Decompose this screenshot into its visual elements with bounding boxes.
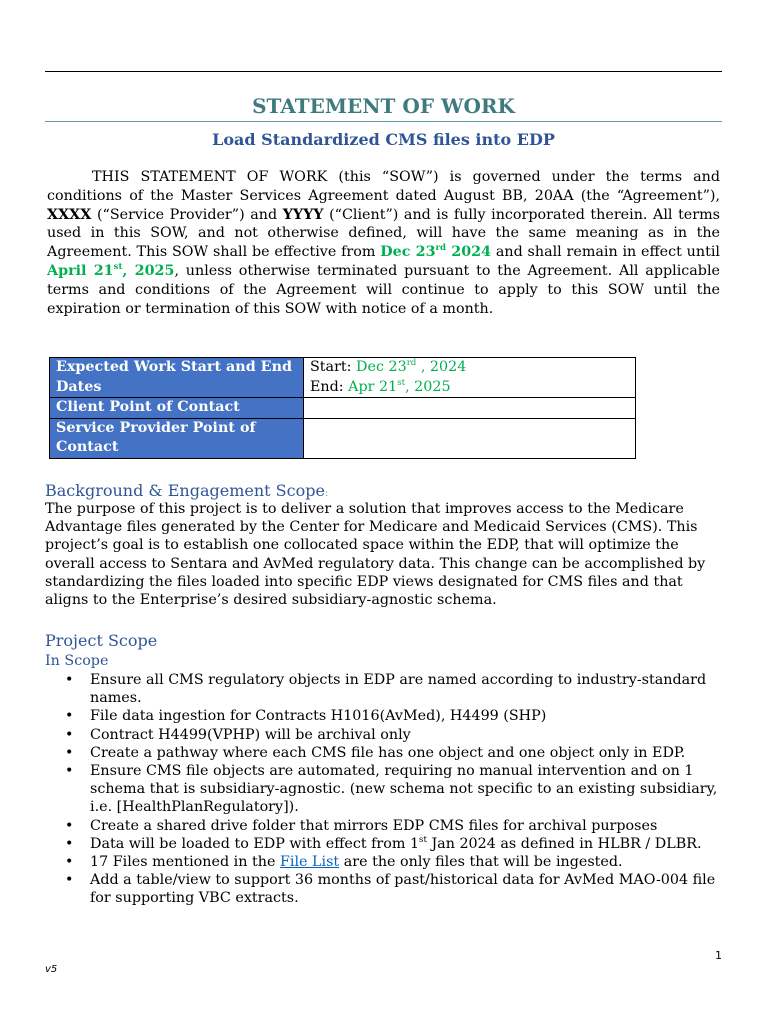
background-paragraph: The purpose of this project is to deliver a solution that improves access to the Medicare Advantage files generated by the Center for Medicare and Medicaid Services (CMS). This project’s goal is to establish one collocated space within the EDP, that will optimize the overall access to Sentara and AvMed regulatory data. This change can be accomplished by standardizing the files loaded into specific EDP views designated for CMS files and that aligns to the Enterprise’s desired subsidiary-agnostic schema.: [45, 501, 706, 609]
table-row: [50, 398, 636, 419]
in-scope-list: [45, 671, 725, 908]
list-item: • Data will be loaded to EDP with effect from 1st Jan 2024 as defined in HLBR / DLBR.: [65, 835, 702, 852]
document-subtitle: Load Standardized CMS files into EDP: [212, 130, 555, 149]
top-rule: [45, 71, 722, 72]
provider-contact-label: Service Provider Point of Contact: [50, 418, 304, 458]
page-number: 1: [715, 949, 722, 962]
background-heading: Background & Engagement Scope:: [45, 481, 329, 500]
client-contact-label: Client Point of Contact: [50, 398, 304, 419]
work-dates-value: Start: Dec 23rd , 2024 End: Apr 21st, 2025: [304, 358, 636, 398]
list-item: • Create a pathway where each CMS file has one object and one object only in EDP.: [65, 744, 686, 761]
list-item: • Create a shared drive folder that mirrors EDP CMS files for archival purposes: [65, 817, 658, 834]
client-contact-value: [304, 398, 636, 419]
document-title: STATEMENT OF WORK: [252, 94, 515, 118]
list-item: • 17 Files mentioned in the File List are the only files that will be ingested.: [65, 854, 623, 871]
in-scope-subheading: In Scope: [45, 653, 109, 669]
provider-contact-value: [304, 418, 636, 458]
list-item: • Ensure CMS file objects are automated, requiring no manual intervention and on 1 schema that is subsidiary-agnostic. (new schema not specific to an existing subsidiary, i.e. [HealthPlanRegulatory]).: [65, 763, 718, 816]
client-name: YYYY: [282, 206, 324, 223]
list-item: • Ensure all CMS regulatory objects in EDP are named according to industry-standard names.: [65, 672, 707, 707]
work-dates-label: Expected Work Start and End Dates: [50, 358, 304, 398]
sow-info-table: [49, 357, 636, 459]
list-item: • Contract H4499(VPHP) will be archival only: [65, 726, 411, 743]
project-scope-heading: Project Scope: [45, 631, 158, 650]
list-item: • Add a table/view to support 36 months of past/historical data for AvMed MAO-004 file for supporting VBC extracts.: [65, 872, 716, 907]
effective-start-date: Dec 23rd 2024: [380, 243, 492, 261]
provider-name: XXXX: [47, 206, 92, 223]
intro-paragraph: THIS STATEMENT OF WORK (this “SOW”) is governed under the terms and conditions of the Master Services Agreement dated August BB, 20AA (the “Agreement”), XXXX (“Service Provider”) and YYYY (“Client”) and is fully incorporated therein. All terms used in this SOW, and not otherwise defined, will have the same meaning as in the Agreement. This SOW shall be effective from Dec 23rd 2024 and shall remain in effect until April 21st, 2025, unless otherwise terminated pursuant to the Agreement. All applicable terms and conditions of the Agreement will continue to apply to this SOW until the expiration or termination of this SOW with notice of a month.: [47, 169, 720, 317]
table-row: [50, 358, 636, 398]
title-underline: [45, 121, 722, 122]
list-item: • File data ingestion for Contracts H1016(AvMed), H4499 (SHP): [65, 708, 547, 725]
table-row: [50, 418, 636, 458]
effective-end-date: April 21st, 2025: [47, 262, 175, 279]
file-list-link[interactable]: File List: [279, 854, 340, 871]
version-label: v5: [45, 964, 58, 975]
